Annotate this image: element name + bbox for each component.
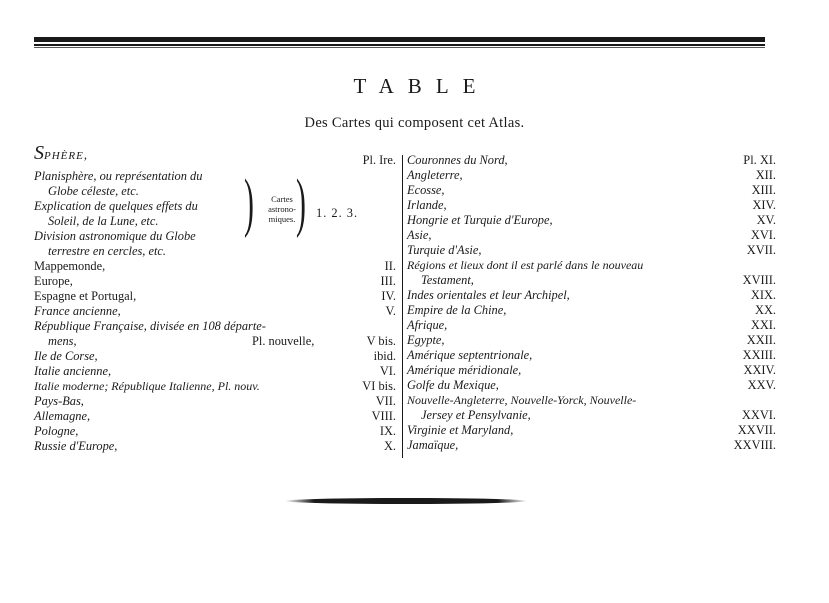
right-entry: Nouvelle-Angleterre, Nouvelle-Yorck, Nouvelle-: [407, 393, 637, 407]
right-entry: Asie,: [407, 228, 432, 242]
left-plate: V.: [385, 304, 396, 318]
right-plate: XX.: [755, 303, 776, 317]
right-plate: XXVII.: [737, 423, 776, 437]
left-plate: VII.: [375, 394, 396, 408]
right-plate: XXV.: [747, 378, 776, 392]
right-plate: XVI.: [750, 228, 776, 242]
left-entry: Allemagne,: [34, 409, 91, 423]
sphere-trail: ,: [83, 148, 87, 162]
right-entry: Afrique,: [407, 318, 448, 332]
right-entry: Empire de la Chine,: [407, 303, 507, 317]
right-plate: XV.: [756, 213, 776, 227]
astro-label-line: astrono-: [268, 204, 296, 214]
right-brace: ): [244, 166, 254, 239]
top-rule-middle: [34, 44, 765, 46]
right-entry: Turquie d'Asie,: [407, 243, 482, 257]
right-entry: Indes orientales et leur Archipel,: [407, 288, 570, 302]
astro-line: Soleil, de la Lune, etc.: [48, 214, 159, 228]
sphere-rest: PHÈRE: [44, 150, 84, 162]
right-entry: Régions et lieux dont il est parlé dans le nouveau: [407, 258, 644, 272]
right-plate: XXVI.: [741, 408, 776, 422]
page-subtitle: Des Cartes qui composent cet Atlas.: [304, 115, 525, 131]
right-plate: XXI.: [750, 318, 776, 332]
right-entry: Angleterre,: [407, 168, 463, 182]
page-title: TABLE: [353, 74, 490, 98]
left-plate: IV.: [381, 289, 396, 303]
left-entry: Mappemonde,: [34, 259, 106, 273]
sphere-plate: Pl. Ire.: [362, 153, 396, 167]
astro-label-line: Cartes: [271, 194, 293, 204]
right-entry: Irlande,: [407, 198, 447, 212]
left-entry: Europe,: [34, 274, 73, 288]
right-entry: Testament,: [421, 273, 474, 287]
top-rule-thin: [34, 47, 765, 48]
left-entry: Espagne et Portugal,: [34, 289, 137, 303]
left-entry: France ancienne,: [34, 304, 121, 318]
right-plate: XIX.: [750, 288, 776, 302]
right-entry: Golfe du Mexique,: [407, 378, 499, 392]
astro-line: Planisphère, ou représentation du: [34, 169, 203, 183]
column-divider: [402, 155, 403, 458]
left-plate: III.: [380, 274, 396, 288]
left-plate: VI.: [379, 364, 396, 378]
footer-ornament-rule: [285, 498, 527, 504]
left-entry: Russie d'Europe,: [34, 439, 118, 453]
right-plate: XXII.: [746, 333, 776, 347]
right-entry: Couronnes du Nord,: [407, 153, 508, 167]
left-entry: Italie moderne; République Italienne, Pl. nouv.: [34, 379, 260, 393]
right-plate: XXIII.: [742, 348, 776, 362]
left-plate: ibid.: [373, 349, 396, 363]
left-plate: V bis.: [366, 334, 396, 348]
left-entry-mid: Pl. nouvelle,: [252, 334, 315, 348]
sphere-initial: S: [34, 142, 44, 164]
astro-line: Explication de quelques effets du: [34, 199, 198, 213]
right-entry: Jersey et Pensylvanie,: [421, 408, 531, 422]
right-plate: XIII.: [751, 183, 776, 197]
right-entry: Jamaïque,: [407, 438, 459, 452]
astro-line: Division astronomique du Globe: [34, 229, 196, 243]
right-plate: XIV.: [752, 198, 776, 212]
astro-line: Globe céleste, etc.: [48, 184, 139, 198]
right-entry: Ecosse,: [407, 183, 445, 197]
left-entry: Ile de Corse,: [34, 349, 98, 363]
left-plate: II.: [384, 259, 396, 273]
astro-line: terrestre en cercles, etc.: [48, 244, 167, 258]
astro-numbers: 1. 2. 3.: [316, 206, 359, 220]
left-entry: Italie ancienne,: [34, 364, 112, 378]
right-plate: XII.: [755, 168, 776, 182]
astro-label-line: miques.: [268, 214, 296, 224]
left-entry: mens,: [48, 334, 77, 348]
left-plate: VIII.: [371, 409, 396, 423]
left-entry: Pays-Bas,: [34, 394, 84, 408]
sphere-entry: [34, 142, 87, 164]
right-plate: XXVIII.: [733, 438, 776, 452]
right-plate: Pl. XI.: [743, 153, 776, 167]
left-entry: Pologne,: [34, 424, 79, 438]
left-plate: X.: [383, 439, 396, 453]
right-plate: XXIV.: [743, 363, 776, 377]
right-entry: Virginie et Maryland,: [407, 423, 514, 437]
right-entry: Amérique septentrionale,: [407, 348, 533, 362]
top-rule-thick: [34, 37, 765, 42]
right-brace: ): [296, 166, 306, 239]
right-entry: Hongrie et Turquie d'Europe,: [407, 213, 553, 227]
right-plate: XVIII.: [742, 273, 776, 287]
right-entry: Amérique méridionale,: [407, 363, 522, 377]
right-plate: XVII.: [746, 243, 776, 257]
right-entry: Egypte,: [407, 333, 445, 347]
left-entry: République Française, divisée en 108 départe-: [34, 319, 266, 333]
left-plate: VI bis.: [362, 379, 396, 393]
left-plate: IX.: [379, 424, 396, 438]
